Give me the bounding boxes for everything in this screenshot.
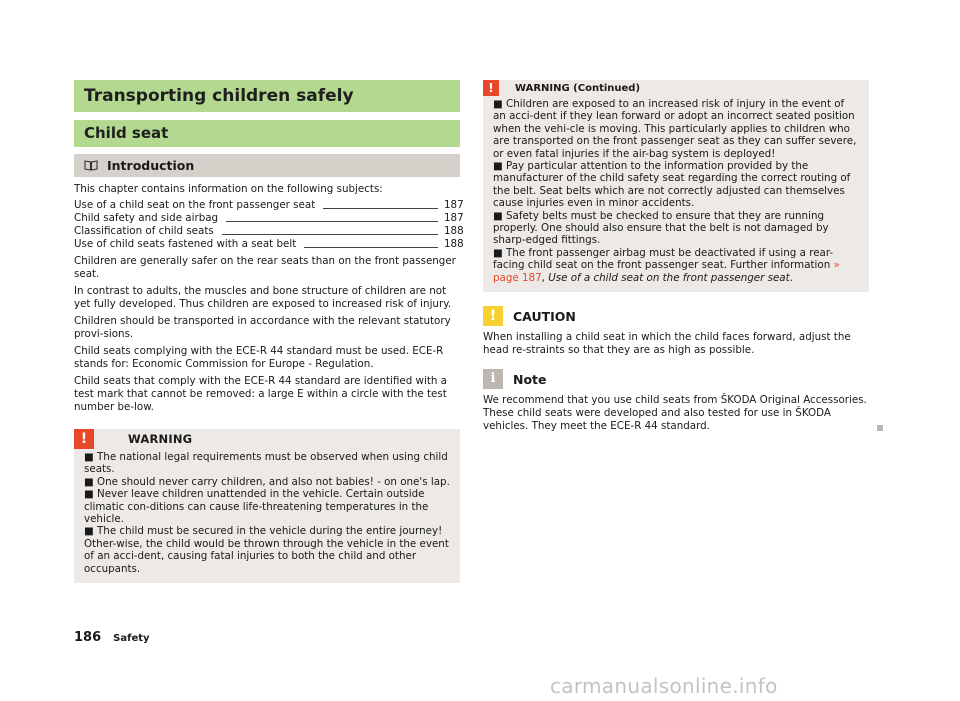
warning-list xyxy=(74,449,460,575)
toc-row[interactable] xyxy=(74,225,464,238)
subsection-title xyxy=(74,154,460,177)
body-paragraph: Children are generally safer on the rear seats than on the front passenger seat. xyxy=(74,255,456,280)
warning-item: ■ Never leave children unattended in the vehicle. Certain outside climatic con-ditions can cause life-threatening temperatures in the vehicle. xyxy=(84,488,429,526)
body-paragraph: Child seats complying with the ECE-R 44 standard must be used. ECE-R stands for: Economic Commission for Europe - Regulation. xyxy=(74,345,444,370)
warning-item: ■ The child must be secured in the vehicle during the entire journey! Other-wise, the child would be thrown through the vehicle in the event of an acci-dent, causing fatal injuries to both the child and other occupants. xyxy=(84,525,449,575)
link-title: Use of a child seat on the front passenger seat xyxy=(548,271,790,284)
note-header xyxy=(483,369,869,389)
toc-page: 188 xyxy=(444,225,464,237)
sentence-end: . xyxy=(789,271,793,284)
subsection-label: Introduction xyxy=(107,158,195,173)
toc-leader xyxy=(222,234,438,235)
warning-continued-title: WARNING (Continued) xyxy=(515,82,641,94)
link-separator: , xyxy=(541,271,549,284)
toc-label: Use of child seats fastened with a seat belt xyxy=(74,238,297,250)
section-title: Child seat xyxy=(74,120,460,147)
toc-leader xyxy=(226,221,438,222)
warning-header xyxy=(74,429,460,449)
exclamation-icon: ! xyxy=(483,306,503,326)
toc-label: Use of a child seat on the front passenger seat xyxy=(74,199,316,211)
note-text: We recommend that you use child seats from ŠKODA Original Accessories. These child seats were developed and also tested for use in ŠKODA vehicles. They meet the ECE-R 44 standard. xyxy=(483,394,867,433)
warning-continued-header xyxy=(483,80,869,96)
warning-continued-box xyxy=(483,80,869,292)
toc-row[interactable] xyxy=(74,199,464,212)
exclamation-icon: ! xyxy=(483,80,499,96)
page-footer xyxy=(74,630,150,645)
toc-page: 188 xyxy=(444,238,464,250)
body-paragraph: Child seats that comply with the ECE-R 44 standard are identified with a test mark that cannot be removed: a large E within a circle with the test number be-low. xyxy=(74,375,447,413)
toc-label: Classification of child seats xyxy=(74,225,214,237)
warning-item: ■ Children are exposed to an increased risk of injury in the event of an acci-dent if they lean forward or adopt an incorrect seated position when the vehi-cle is moving. This particularly applies to children who are transported on the front passenger seat as they can suffer severe, or even fatal injuries if the air-bag system is deployed! xyxy=(493,98,857,160)
left-column xyxy=(74,80,464,583)
caution-header xyxy=(483,306,869,326)
table-of-contents xyxy=(74,199,464,251)
watermark: carmanualsonline.info xyxy=(550,674,778,698)
warning-continued-list xyxy=(483,96,869,284)
caution-title: CAUTION xyxy=(513,308,576,324)
caution-text: When installing a child seat in which the child faces forward, adjust the head re-straints so that they are as high as possible. xyxy=(483,331,851,357)
book-icon xyxy=(84,160,98,171)
note-body xyxy=(483,394,869,433)
toc-row[interactable] xyxy=(74,212,464,225)
intro-text: This chapter contains information on the following subjects: xyxy=(74,183,383,195)
right-column xyxy=(483,80,869,433)
info-icon: i xyxy=(483,369,503,389)
warning-item: ■ The national legal requirements must be observed when using child seats. xyxy=(84,451,448,476)
footer-section: Safety xyxy=(113,633,150,644)
toc-row[interactable] xyxy=(74,238,464,251)
toc-leader xyxy=(323,208,438,209)
warning-item: ■ Pay particular attention to the information provided by the manufacturer of the child safety seat regarding the correct routing of the belt. Seat belts which are not correctly adjusted can themselves cause injuries even in minor accidents. xyxy=(493,160,851,210)
warning-title: WARNING xyxy=(128,432,193,446)
exclamation-icon: ! xyxy=(74,429,94,449)
body-paragraph: Children should be transported in accordance with the relevant statutory provi-sions. xyxy=(74,315,451,340)
toc-label: Child safety and side airbag xyxy=(74,212,219,224)
toc-page: 187 xyxy=(444,199,464,211)
toc-page: 187 xyxy=(444,212,464,224)
warning-item: ■ Safety belts must be checked to ensure that they are running properly. One should also ensure that the belt is not damaged by sharp-edged fittings. xyxy=(493,209,829,247)
warning-item-text: ■ The front passenger airbag must be deactivated if using a rear-facing child seat on the front passenger seat. Further information xyxy=(493,246,834,272)
warning-item xyxy=(493,247,859,284)
page-link[interactable]: » page 187 xyxy=(493,259,840,284)
toc-leader xyxy=(304,247,438,248)
warning-item: ■ One should never carry children, and also not babies! - on one's lap. xyxy=(84,475,450,488)
warning-box xyxy=(74,429,460,583)
end-of-section-marker xyxy=(877,425,883,431)
page-number: 186 xyxy=(74,630,102,645)
chapter-title: Transporting children safely xyxy=(74,80,460,112)
note-title: Note xyxy=(513,371,547,387)
body-paragraph: In contrast to adults, the muscles and bone structure of children are not yet fully developed. Thus children are exposed to increased risk of injury. xyxy=(74,285,452,310)
